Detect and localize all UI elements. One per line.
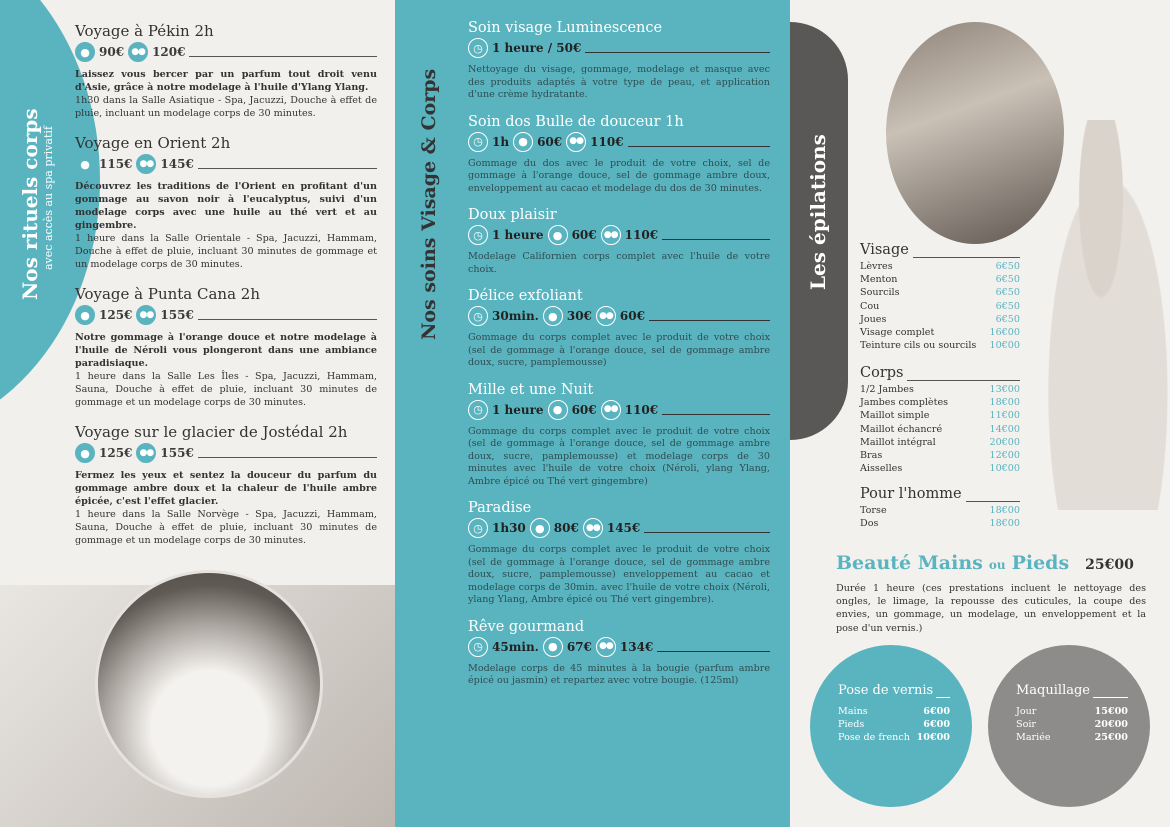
rituel-body: 1 heure dans la Salle Norvège - Spa, Jacuzzi, Hammam, Sauna, Douche à effet de pluie, incluant 30 minutes de gommage et un modelage corps de 30 minutes. bbox=[75, 509, 377, 546]
soin-title: Paradise bbox=[468, 500, 532, 516]
price-single: 60€ bbox=[537, 134, 563, 149]
service-price: 10€00 bbox=[989, 340, 1020, 352]
soin-item bbox=[468, 382, 770, 489]
price-list-row bbox=[860, 339, 1020, 352]
beaute-desc: Durée 1 heure (ces prestations incluent le nettoyage des ongles, le limage, la repousse des cuticules, la coupe des envies, un gommage, un modelage, un enveloppement et la pose d'un vernis.) bbox=[836, 583, 1146, 634]
price-row bbox=[75, 305, 377, 325]
duo-person-icon: ●● bbox=[136, 443, 156, 463]
rituel-lead: Découvrez les traditions de l'Orient en profitant d'un gommage au savon noir à l'eucalyptus, suivi d'un modelage corps avec une huile au thé vert et au gingembre. bbox=[75, 181, 377, 231]
price-list-row bbox=[860, 326, 1020, 339]
beaute-ou: ou bbox=[988, 558, 1006, 572]
price-duo: 145€ bbox=[606, 521, 641, 535]
service-label: Visage complet bbox=[860, 327, 935, 339]
service-label: Jour bbox=[1016, 706, 1037, 717]
price-list-row bbox=[860, 462, 1020, 475]
duo-person-icon: ●● bbox=[583, 518, 603, 538]
price-list-row bbox=[860, 396, 1020, 409]
service-label: Bras bbox=[860, 450, 883, 462]
rituels-list bbox=[75, 22, 377, 561]
price-duo: 120€ bbox=[152, 45, 186, 59]
visage-rows bbox=[860, 260, 1020, 352]
price-list-row bbox=[838, 732, 950, 745]
service-label: Maillot simple bbox=[860, 410, 930, 422]
service-label: Cou bbox=[860, 300, 880, 312]
soin-item bbox=[468, 207, 770, 276]
service-label: Pieds bbox=[838, 718, 865, 730]
duration: 1h30 bbox=[492, 521, 526, 535]
rituel-item bbox=[75, 423, 377, 547]
soin-title: Rêve gourmand bbox=[468, 618, 585, 635]
service-price: 11€00 bbox=[989, 410, 1020, 422]
service-price: 20€00 bbox=[1094, 718, 1128, 730]
price-duo: 110€ bbox=[624, 402, 659, 417]
service-label: Dos bbox=[860, 518, 879, 530]
rituel-title: Voyage sur le glacier de Jostédal 2h bbox=[75, 423, 348, 441]
price-duo: 60€ bbox=[619, 309, 645, 323]
price-row bbox=[75, 443, 377, 463]
price-list-row bbox=[860, 423, 1020, 436]
service-price: 10€00 bbox=[916, 731, 950, 743]
price-list-row bbox=[860, 286, 1020, 299]
rituel-item bbox=[75, 22, 377, 120]
rituel-body: 1 heure dans la Salle Les Îles - Spa, Jacuzzi, Hammam, Sauna, Douche à effet de pluie, incluant 30 minutes de gommage et un modelage corps de 30 minutes. bbox=[75, 371, 377, 408]
panel-epilations bbox=[790, 0, 1170, 827]
vernis-rows bbox=[838, 706, 950, 744]
price-list-row bbox=[838, 706, 950, 719]
soin-desc: Gommage du corps complet avec le produit de votre choix (sel de gommage à l'orange douce, sel de gommage ambre doux, sucre, pamplemousse) enveloppement au cacao et modelage corps de 30min. avec l'huile de votre choix (Néroli, ylang Ylang, Ambre épicé ou Thé vert gingembre). bbox=[468, 544, 770, 605]
service-price: 14€00 bbox=[989, 423, 1020, 435]
price-list-row bbox=[1016, 732, 1128, 745]
price-row bbox=[468, 400, 770, 420]
service-label: 1/2 Jambes bbox=[860, 384, 914, 395]
corps-section bbox=[860, 365, 1020, 475]
price-list-row bbox=[860, 260, 1020, 273]
divider bbox=[628, 137, 770, 147]
duo-person-icon: ●● bbox=[128, 42, 148, 62]
soin-desc: Nettoyage du visage, gommage, modelage et masque avec des produits adaptés à votre type de peau, et application d'une crème hydratante. bbox=[468, 64, 770, 100]
soin-item bbox=[468, 20, 770, 102]
duration: 1 heure bbox=[492, 228, 544, 242]
service-price: 18€00 bbox=[989, 518, 1020, 530]
soin-title: Soin dos Bulle de douceur 1h bbox=[468, 113, 684, 130]
soin-desc: Modelage corps de 45 minutes à la bougie (parfum ambre épicé ou jasmin) et repartez avec votre bougie. (125ml) bbox=[468, 662, 770, 686]
price-duo: 155€ bbox=[160, 308, 194, 322]
service-price: 6€50 bbox=[995, 313, 1020, 325]
service-price: 16€00 bbox=[989, 327, 1020, 339]
rituel-body: 1 heure dans la Salle Orientale - Spa, Jacuzzi, Hammam, Douche à effet de pluie, incluant 30 minutes de gommage et un modelage corps de 30 minutes. bbox=[75, 233, 377, 270]
rituel-lead: Laissez vous bercer par un parfum tout droit venu d'Asie, grâce à notre modelage à l'huile d'Ylang Ylang. bbox=[75, 69, 377, 93]
divider bbox=[657, 642, 770, 652]
service-label: Teinture cils ou sourcils bbox=[860, 340, 977, 352]
service-price: 6€50 bbox=[995, 287, 1020, 299]
service-price: 18€00 bbox=[989, 397, 1020, 409]
rituel-lead: Notre gommage à l'orange douce et notre modelage à l'huile de Néroli vous plongeront dans une ambiance paradisiaque. bbox=[75, 332, 377, 369]
divider bbox=[936, 690, 950, 698]
soin-item bbox=[468, 619, 770, 688]
price-single: 125€ bbox=[99, 446, 133, 460]
price-single: 125€ bbox=[99, 308, 133, 322]
service-price: 10€00 bbox=[989, 463, 1020, 475]
price-duo: 155€ bbox=[160, 446, 194, 460]
soin-title: Doux plaisir bbox=[468, 207, 557, 223]
divider bbox=[907, 371, 1020, 381]
clock-icon: ◷ bbox=[468, 306, 488, 326]
duo-person-icon: ●● bbox=[566, 132, 586, 152]
clock-icon: ◷ bbox=[468, 400, 488, 420]
woman-photo bbox=[1032, 120, 1170, 510]
rituel-title: Voyage en Orient 2h bbox=[75, 134, 231, 152]
single-person-icon: ● bbox=[548, 400, 568, 420]
clock-icon: ◷ bbox=[468, 637, 488, 657]
price-list-row bbox=[860, 504, 1020, 517]
visage-section bbox=[860, 242, 1020, 352]
beaute-title-1: Beauté Mains bbox=[836, 552, 983, 574]
soin-title: Délice exfoliant bbox=[468, 288, 583, 304]
service-price: 6€50 bbox=[995, 300, 1020, 312]
price-list-row bbox=[860, 273, 1020, 286]
duo-person-icon: ●● bbox=[136, 305, 156, 325]
rituel-body: 1h30 dans la Salle Asiatique - Spa, Jacuzzi, Douche à effet de pluie, incluant un modelage corps de 30 minutes. bbox=[75, 95, 377, 119]
divider bbox=[662, 230, 770, 240]
single-person-icon: ● bbox=[548, 225, 568, 245]
soins-list bbox=[468, 20, 770, 688]
service-label: Joues bbox=[860, 313, 887, 325]
visage-title: Visage bbox=[860, 242, 909, 258]
price-list-row bbox=[838, 719, 950, 732]
duo-person-icon: ●● bbox=[601, 225, 621, 245]
price-row bbox=[468, 225, 770, 245]
service-label: Jambes complètes bbox=[860, 397, 949, 409]
divider bbox=[913, 248, 1020, 258]
corps-rows bbox=[860, 383, 1020, 475]
service-price: 20€00 bbox=[989, 436, 1020, 448]
corps-title: Corps bbox=[860, 365, 904, 381]
service-label: Torse bbox=[860, 505, 887, 516]
maquillage-title: Maquillage bbox=[1016, 683, 1090, 698]
single-person-icon: ● bbox=[543, 306, 563, 326]
price-single: 90€ bbox=[99, 45, 125, 59]
single-person-icon: ● bbox=[75, 154, 95, 174]
vernis-title: Pose de vernis bbox=[838, 683, 934, 698]
rituel-item bbox=[75, 134, 377, 271]
divider bbox=[644, 523, 770, 533]
price-row bbox=[468, 132, 770, 152]
price-row bbox=[75, 154, 377, 174]
rituel-item bbox=[75, 285, 377, 409]
price-list-row bbox=[860, 517, 1020, 530]
duo-person-icon: ●● bbox=[136, 154, 156, 174]
price-list-row bbox=[860, 383, 1020, 396]
maquillage-rows bbox=[1016, 706, 1128, 744]
service-price: 13€00 bbox=[989, 384, 1020, 395]
soin-desc: Gommage du corps complet avec le produit de votre choix (sel de gommage à l'orange douce, sel de gommage ambre doux, sucre, pamplemousse) et modelage corps de 30 minutes avec l'huile de votre choix (Néroli, ylang Ylang, Ambre épicé ou Thé vert gingembre) bbox=[468, 425, 770, 487]
clock-icon: ◷ bbox=[468, 225, 488, 245]
service-price: 18€00 bbox=[989, 505, 1020, 516]
duration: 1h bbox=[492, 134, 510, 149]
homme-title: Pour l'homme bbox=[860, 486, 962, 502]
beaute-price: 25€00 bbox=[1085, 557, 1134, 573]
soin-item bbox=[468, 288, 770, 370]
service-price: 6€50 bbox=[995, 261, 1020, 272]
divider bbox=[189, 47, 377, 57]
price-row bbox=[468, 518, 770, 538]
price-duo: 134€ bbox=[619, 639, 654, 654]
service-label: Aisselles bbox=[860, 463, 903, 475]
price-row bbox=[75, 42, 377, 62]
price-list-row bbox=[860, 409, 1020, 422]
rituel-lead: Fermez les yeux et sentez la douceur du parfum du gommage ambre doux et la chaleur de l'huile ambre épicée, c'est l'effet glacier. bbox=[75, 470, 377, 507]
single-person-icon: ● bbox=[75, 42, 95, 62]
beaute-title-2: Pieds bbox=[1011, 552, 1070, 574]
price-list-row bbox=[860, 300, 1020, 313]
divider bbox=[966, 492, 1020, 502]
price-list-row bbox=[860, 449, 1020, 462]
divider bbox=[198, 310, 377, 320]
soin-item bbox=[468, 500, 770, 607]
divider bbox=[1093, 690, 1128, 698]
soin-item bbox=[468, 114, 770, 196]
divider bbox=[198, 448, 377, 458]
divider bbox=[662, 405, 770, 415]
service-price: 12€00 bbox=[989, 450, 1020, 462]
soin-title: Soin visage Luminescence bbox=[468, 20, 663, 36]
divider bbox=[585, 43, 770, 53]
service-price: 6€00 bbox=[923, 706, 950, 717]
single-person-icon: ● bbox=[543, 637, 563, 657]
service-label: Pose de french bbox=[838, 731, 910, 743]
rituel-title: Voyage à Punta Cana 2h bbox=[75, 285, 261, 303]
single-person-icon: ● bbox=[75, 305, 95, 325]
price-duo: 110€ bbox=[590, 134, 624, 149]
price-list-row bbox=[860, 313, 1020, 326]
duration: 30min. bbox=[492, 309, 539, 323]
service-price: 6€50 bbox=[995, 274, 1020, 286]
duo-person-icon: ●● bbox=[601, 400, 621, 420]
price-single: 115€ bbox=[99, 157, 133, 171]
price-single: 30€ bbox=[566, 309, 592, 323]
single-person-icon: ● bbox=[530, 518, 550, 538]
soin-desc: Gommage du dos avec le produit de votre choix, sel de gommage à l'orange douce, sel de gommage ambre doux, enveloppement au cacao et modelage du dos de 30 minutes. bbox=[468, 157, 770, 194]
clock-icon: ◷ bbox=[468, 518, 488, 538]
divider bbox=[649, 311, 770, 321]
service-price: 6€00 bbox=[923, 718, 950, 730]
single-person-icon: ● bbox=[513, 132, 533, 152]
service-price: 15€00 bbox=[1094, 706, 1128, 717]
price-single: 67€ bbox=[566, 639, 592, 654]
service-label: Mains bbox=[838, 706, 868, 717]
price-list-row bbox=[860, 436, 1020, 449]
service-label: Maillot intégral bbox=[860, 436, 936, 448]
duo-person-icon: ●● bbox=[596, 637, 616, 657]
rituels-subtitle: avec accès au spa privatif bbox=[42, 126, 55, 270]
service-label: Menton bbox=[860, 274, 898, 286]
soin-desc: Modelage Californien corps complet avec l'huile de votre choix. bbox=[468, 251, 770, 275]
price-list-row bbox=[1016, 719, 1128, 732]
price-row bbox=[468, 38, 770, 58]
divider bbox=[198, 159, 377, 169]
service-price: 25€00 bbox=[1094, 731, 1128, 743]
soin-desc: Gommage du corps complet avec le produit de votre choix (sel de gommage à l'orange douce, sel de gommage ambre doux, sucre, pamplemousse) bbox=[468, 332, 770, 368]
single-person-icon: ● bbox=[75, 443, 95, 463]
service-label: Mariée bbox=[1016, 731, 1051, 743]
clock-icon: ◷ bbox=[468, 132, 488, 152]
vernis-circle bbox=[810, 645, 972, 807]
epilations-title: Les épilations bbox=[806, 134, 830, 290]
price-row bbox=[468, 306, 770, 326]
duration: 1 heure bbox=[492, 402, 544, 417]
maquillage-circle bbox=[988, 645, 1150, 807]
rituels-title: Nos rituels corps bbox=[18, 108, 42, 300]
service-label: Maillot échancré bbox=[860, 423, 943, 435]
price-duo: 145€ bbox=[160, 157, 194, 171]
service-label: Lèvres bbox=[860, 261, 893, 272]
jacuzzi-photo bbox=[95, 570, 323, 798]
duration: 45min. bbox=[492, 639, 539, 654]
homme-rows bbox=[860, 504, 1020, 530]
soin-title: Mille et une Nuit bbox=[468, 381, 594, 398]
price-row bbox=[468, 637, 770, 657]
price-single: 80€ bbox=[553, 521, 579, 535]
homme-section bbox=[860, 486, 1020, 530]
price-single: 60€ bbox=[571, 402, 597, 417]
duration: 1 heure / 50€ bbox=[492, 41, 582, 55]
service-label: Sourcils bbox=[860, 287, 900, 299]
rituel-title: Voyage à Pékin 2h bbox=[75, 22, 214, 40]
price-duo: 110€ bbox=[624, 228, 659, 242]
price-single: 60€ bbox=[571, 228, 597, 242]
clock-icon: ◷ bbox=[468, 38, 488, 58]
price-list-row bbox=[1016, 706, 1128, 719]
duo-person-icon: ●● bbox=[596, 306, 616, 326]
service-label: Soir bbox=[1016, 718, 1037, 730]
beaute-section bbox=[836, 552, 1146, 635]
soins-title: Nos soins Visage & Corps bbox=[418, 68, 440, 340]
